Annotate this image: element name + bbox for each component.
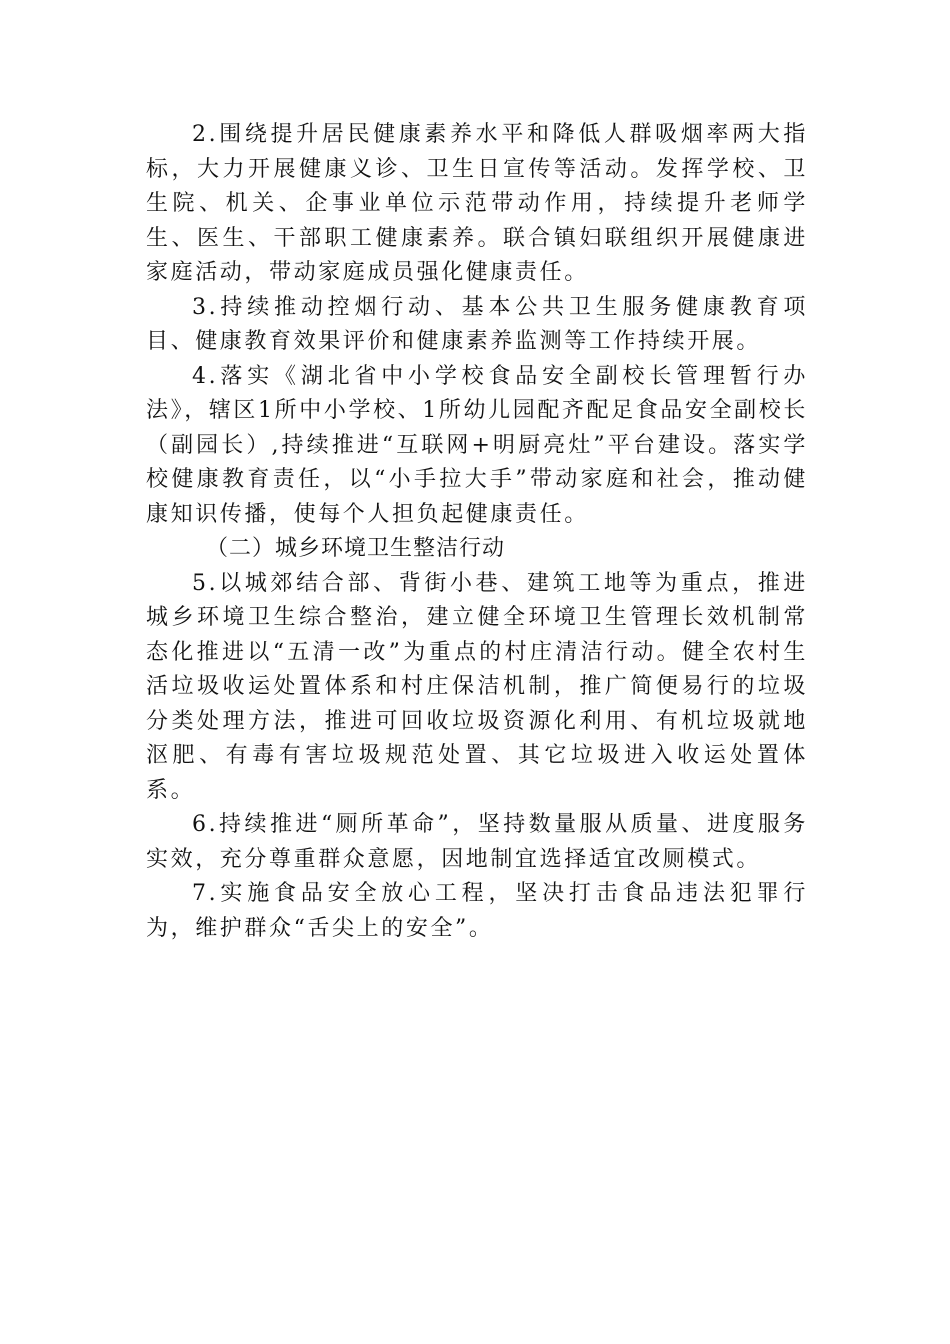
paragraph-7: 7.实施食品安全放心工程，坚决打击食品违法犯罪行为，维护群众“舌尖上的安全”。 [146, 881, 808, 941]
paragraph-4: 4.落实《湖北省中小学校食品安全副校长管理暂行办法》，辖区1所中小学校、1所幼儿园配齐配足食品安全副校长（副园长）,持续推进“互联网+明厨亮灶”平台建设。落实学校健康教育责任，以“小手拉大手”带动家庭和社会，推动健康知识传播，使每个人担负起健康责任。 [146, 363, 808, 527]
paragraph-6: 6.持续推进“厕所革命”，坚持数量服从质量、进度服务实效，充分尊重群众意愿，因地制宜选择适宜改厕模式。 [146, 812, 808, 872]
paragraph-3: 3.持续推动控烟行动、基本公共卫生服务健康教育项目、健康教育效果评价和健康素养监测等工作持续开展。 [146, 294, 808, 354]
paragraph-5: 5.以城郊结合部、背街小巷、建筑工地等为重点，推进城乡环境卫生综合整治，建立健全环境卫生管理长效机制常态化推进以“五清一改”为重点的村庄清洁行动。健全农村生活垃圾收运处置体系和村庄保洁机制，推广简便易行的垃圾分类处理方法，推进可回收垃圾资源化利用、有机垃圾就地沤肥、有毒有害垃圾规范处置、其它垃圾进入收运处置体系。 [146, 570, 808, 803]
paragraph-2: 2.围绕提升居民健康素养水平和降低人群吸烟率两大指标，大力开展健康义诊、卫生日宣传等活动。发挥学校、卫生院、机关、企事业单位示范带动作用，持续提升老师学生、医生、干部职工健康素养。联合镇妇联组织开展健康进家庭活动，带动家庭成员强化健康责任。 [146, 122, 808, 285]
section-heading: （二）城乡环境卫生整洁行动 [206, 536, 506, 561]
document-body [146, 118, 808, 946]
